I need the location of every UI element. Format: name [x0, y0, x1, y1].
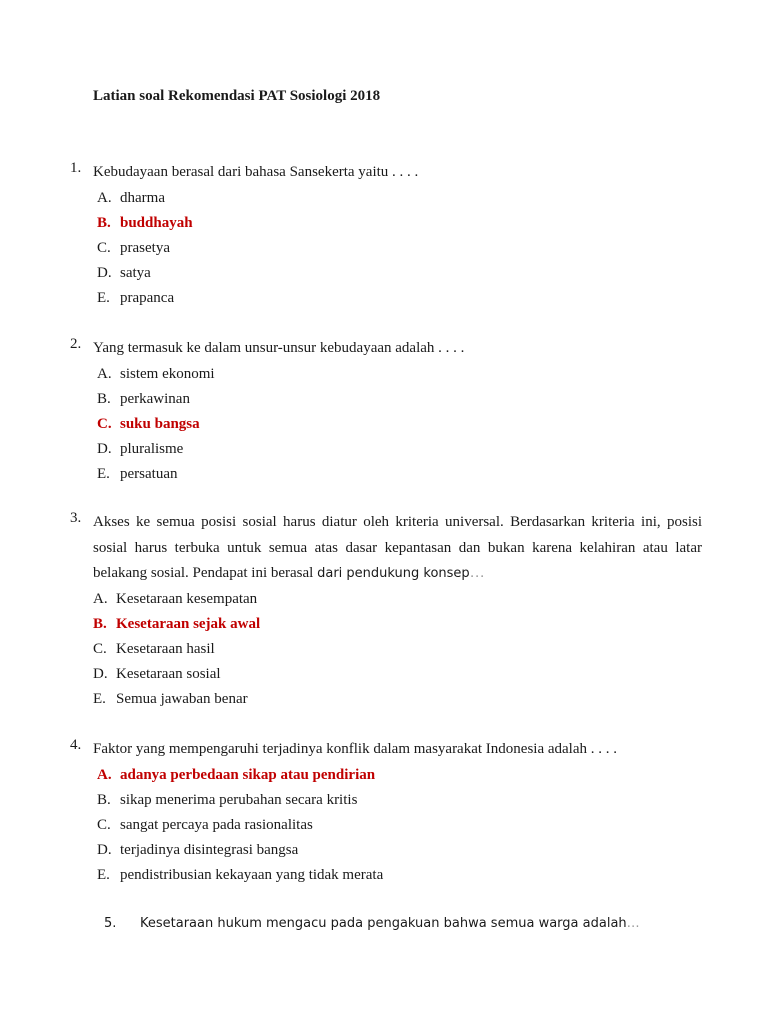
option-d: D. pluralisme [97, 441, 184, 458]
option-b: B. sikap menerima perubahan secara kritis [97, 791, 358, 808]
question-number: 5. [104, 916, 117, 931]
option-e: E. prapanca [97, 290, 175, 307]
option-c: C. prasetya [97, 239, 170, 256]
option-a-correct: A. adanya perbedaan sikap atau pendirian [97, 766, 376, 783]
option-e: E. persatuan [97, 466, 178, 483]
option-a: A. sistem ekonomi [97, 365, 215, 382]
option-e: E. Semua jawaban benar [93, 691, 248, 708]
question-number: 3. [70, 510, 82, 526]
question-1 [70, 160, 702, 326]
option-c: C. sangat percaya pada rasionalitas [97, 816, 313, 833]
option-c: C. Kesetaraan hasil [93, 640, 215, 657]
question-3 [70, 510, 702, 727]
option-a: A. dharma [97, 189, 165, 206]
question-text: Yang termasuk ke dalam unsur-unsur kebudayaan adalah . . . . [93, 340, 465, 356]
option-b-correct: B. buddhayah [97, 214, 193, 231]
ellipsis: … [626, 916, 640, 931]
option-c-correct: C. suku bangsa [97, 415, 200, 432]
question-text: Akses ke semua posisi sosial harus diatur oleh kriteria universal. Berdasarkan kriteria ini, posisi sosial harus terbuka untuk semua atas dasar kepantasan dan bukan karena kelahiran atau latar belakang sosial. Pendapat ini berasal dari pendukung konsep… [93, 514, 702, 581]
question-number: 1. [70, 160, 82, 176]
question-text: Kesetaraan hukum mengacu pada pengakuan bahwa semua warga adalah [140, 916, 627, 931]
question-number: 4. [70, 737, 82, 753]
question-text: Kebudayaan berasal dari bahasa Sansekerta yaitu . . . . [93, 164, 419, 180]
option-b-correct: B. Kesetaraan sejak awal [93, 615, 261, 632]
question-4 [70, 737, 702, 903]
option-d: D. satya [97, 265, 151, 282]
option-e: E. pendistribusian kekayaan yang tidak merata [97, 867, 384, 884]
option-d: D. terjadinya disintegrasi bangsa [97, 842, 299, 859]
question-number: 2. [70, 336, 82, 352]
question-5 [104, 916, 640, 931]
option-d: D. Kesetaraan sosial [93, 666, 221, 683]
option-b: B. perkawinan [97, 390, 190, 407]
question-text: Faktor yang mempengaruhi terjadinya konflik dalam masyarakat Indonesia adalah . . . . [93, 741, 617, 757]
document-title: Latian soal Rekomendasi PAT Sosiologi 2018 [93, 88, 381, 104]
question-2 [70, 336, 702, 502]
option-a: A. Kesetaraan kesempatan [93, 590, 258, 607]
